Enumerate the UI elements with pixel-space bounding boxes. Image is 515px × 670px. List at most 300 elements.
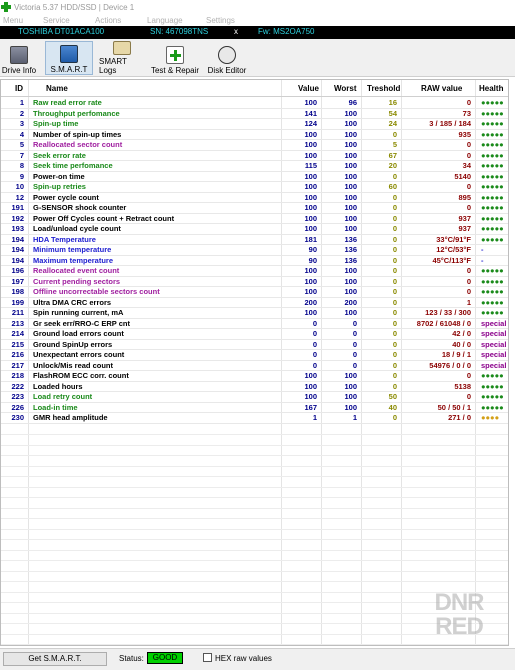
cell-name: Ground SpinUp errors: [33, 339, 113, 349]
cell-worst: 100: [344, 171, 357, 181]
table-header: [1, 80, 508, 97]
cell-value: 141: [304, 108, 317, 118]
cell-value: 124: [304, 119, 317, 128]
cell-raw: 895: [458, 192, 471, 202]
cell-raw: 54976 / 0 / 0: [429, 360, 471, 370]
cell-raw: 271 / 0: [448, 413, 471, 422]
table-row[interactable]: [1, 161, 508, 172]
cell-threshold: 60: [388, 182, 397, 191]
cell-raw: 0: [466, 371, 471, 380]
device-close-icon[interactable]: x: [234, 27, 238, 36]
repair-icon: [166, 46, 184, 64]
drive-info-button[interactable]: Drive Info: [1, 41, 37, 75]
cell-health: -: [481, 245, 484, 254]
cell-name: Loaded hours: [33, 381, 83, 391]
victoria-app-icon: [1, 2, 11, 12]
table-body: [1, 98, 508, 424]
cell-threshold: 0: [392, 360, 397, 370]
smart-icon: [60, 45, 78, 63]
cell-worst: 100: [344, 119, 357, 128]
cell-threshold: 0: [392, 224, 397, 233]
cell-health: ●●●●●: [481, 203, 504, 212]
cell-name: Power cycle count: [33, 192, 99, 202]
cell-threshold: 0: [392, 266, 397, 275]
cell-name: Unlock/Mis read count: [33, 360, 114, 370]
table-row[interactable]: [1, 98, 508, 109]
cell-id: 222: [11, 381, 24, 391]
cell-threshold: 0: [392, 234, 397, 244]
cell-worst: 100: [344, 129, 357, 139]
cell-threshold: 20: [388, 161, 397, 170]
cell-id: 194: [11, 234, 24, 244]
cell-raw: 50 / 50 / 1: [437, 402, 471, 412]
cell-raw: 0: [466, 203, 471, 212]
cell-health: ●●●●●: [481, 140, 504, 149]
cell-health: special: [481, 360, 507, 370]
cell-id: 211: [11, 308, 24, 317]
cell-worst: 100: [344, 203, 357, 212]
cell-worst: 0: [352, 329, 357, 338]
header-raw[interactable]: RAW value: [421, 84, 463, 93]
disk-editor-button[interactable]: Disk Editor: [207, 41, 247, 75]
watermark: [424, 591, 494, 639]
cell-worst: 100: [344, 213, 357, 223]
empty-row-line: [1, 508, 508, 509]
cell-name: Throughput perfomance: [33, 108, 120, 118]
cell-worst: 100: [344, 140, 357, 149]
cell-value: 0: [312, 360, 317, 370]
cell-value: 100: [304, 182, 317, 191]
drive-icon: [10, 46, 28, 64]
cell-raw: 5138: [454, 381, 471, 391]
cell-value: 181: [304, 234, 317, 244]
cell-value: 100: [304, 371, 317, 380]
cell-raw: 42 / 0: [452, 329, 471, 338]
empty-row-line: [1, 434, 508, 435]
table-row[interactable]: [1, 193, 508, 204]
cell-name: HDA Temperature: [33, 234, 96, 244]
cell-raw: 33°C/91°F: [436, 234, 471, 244]
cell-name: Current pending sectors: [33, 276, 121, 286]
cell-raw: 0: [466, 392, 471, 401]
cell-raw: 3 / 185 / 184: [429, 119, 471, 128]
cell-id: 226: [11, 402, 24, 412]
cell-raw: 12°C/53°F: [436, 245, 471, 254]
cell-health: ●●●●●: [481, 392, 504, 401]
menu-item-actions[interactable]: Actions: [95, 15, 122, 25]
cell-id: 196: [11, 266, 24, 275]
cell-value: 100: [304, 192, 317, 202]
cell-health: ●●●●●: [481, 108, 504, 118]
cell-worst: 100: [344, 108, 357, 118]
cell-raw: 937: [458, 213, 471, 223]
cell-worst: 100: [344, 276, 357, 286]
status-label: Status:: [119, 654, 144, 663]
empty-row-line: [1, 644, 508, 645]
cell-health: ●●●●●: [481, 297, 504, 307]
cell-name: Offline uncorrectable sectors count: [33, 287, 160, 296]
cell-worst: 0: [352, 360, 357, 370]
cell-id: 198: [11, 287, 24, 296]
cell-value: 100: [304, 308, 317, 317]
empty-row-line: [1, 497, 508, 498]
cell-raw: 0: [466, 150, 471, 160]
empty-row-line: [1, 487, 508, 488]
header-name[interactable]: Name: [46, 84, 68, 93]
cell-threshold: 0: [392, 245, 397, 254]
cell-value: 90: [308, 245, 317, 254]
smart-table[interactable]: [0, 79, 509, 646]
cell-value: 100: [304, 381, 317, 391]
cell-name: Maximum temperature: [33, 255, 114, 265]
cell-name: Power Off Cycles count + Retract count: [33, 213, 175, 223]
cell-threshold: 5: [392, 140, 397, 149]
header-health[interactable]: Health: [479, 84, 504, 93]
cell-threshold: 40: [388, 402, 397, 412]
table-row[interactable]: [1, 277, 508, 288]
cell-name: Unexpectant errors count: [33, 350, 125, 359]
cell-id: 199: [11, 297, 24, 307]
cell-id: 12: [15, 192, 24, 202]
menu-item-menu[interactable]: Menu: [3, 15, 24, 25]
cell-threshold: 0: [392, 413, 397, 422]
table-row[interactable]: [1, 319, 508, 330]
cell-id: 197: [11, 276, 24, 286]
cell-id: 217: [11, 360, 24, 370]
cell-value: 100: [304, 224, 317, 233]
cell-value: 100: [304, 150, 317, 160]
cell-raw: 0: [466, 98, 471, 107]
menu-item-settings[interactable]: Settings: [206, 15, 235, 25]
cell-id: 10: [15, 182, 24, 191]
cell-value: 0: [312, 329, 317, 338]
cell-name: Seek error rate: [33, 150, 86, 160]
cell-value: 100: [304, 276, 317, 286]
cell-health: ●●●●●: [481, 234, 504, 244]
cell-value: 100: [304, 171, 317, 181]
cell-value: 100: [304, 98, 317, 107]
disk-editor-icon: [218, 46, 236, 64]
header-worst[interactable]: Worst: [334, 84, 357, 93]
cell-id: 8: [19, 161, 24, 170]
cell-id: 194: [11, 255, 24, 265]
cell-value: 0: [312, 350, 317, 359]
cell-name: Seek time perfomance: [33, 161, 113, 170]
cell-health: ●●●●●: [481, 119, 504, 128]
cell-value: 100: [304, 266, 317, 275]
cell-threshold: 0: [392, 318, 397, 328]
table-row[interactable]: [1, 130, 508, 141]
cell-threshold: 0: [392, 339, 397, 349]
cell-value: 167: [304, 402, 317, 412]
cell-health: special: [481, 318, 507, 328]
hex-raw-checkbox[interactable]: [203, 653, 212, 662]
cell-worst: 100: [344, 371, 357, 380]
empty-row-line: [1, 466, 508, 467]
device-model: TOSHIBA DT01ACA100: [18, 27, 105, 36]
table-row[interactable]: [1, 371, 508, 382]
cell-threshold: 0: [392, 308, 397, 317]
device-bar[interactable]: [0, 26, 515, 39]
cell-health: ●●●●●: [481, 287, 504, 296]
cell-name: Ground load errors count: [33, 329, 124, 338]
cell-threshold: 0: [392, 287, 397, 296]
cell-id: 9: [19, 171, 24, 181]
cell-threshold: 0: [392, 129, 397, 139]
cell-name: FlashROM ECC corr. count: [33, 371, 129, 380]
empty-row-line: [1, 550, 508, 551]
cell-worst: 0: [352, 318, 357, 328]
table-row[interactable]: [1, 413, 508, 424]
empty-row-line: [1, 581, 508, 582]
menu-item-service[interactable]: Service: [43, 15, 70, 25]
cell-name: Load retry count: [33, 392, 93, 401]
cell-name: GMR head amplitude: [33, 413, 108, 422]
cell-threshold: 0: [392, 213, 397, 223]
cell-worst: 100: [344, 392, 357, 401]
table-row[interactable]: [1, 235, 508, 246]
cell-raw: 18 / 9 / 1: [441, 350, 471, 359]
table-row[interactable]: [1, 329, 508, 340]
smart-logs-button[interactable]: SMART Logs: [99, 41, 145, 75]
header-value[interactable]: Value: [298, 84, 319, 93]
cell-name: Load-in time: [33, 402, 78, 412]
cell-value: 0: [312, 318, 317, 328]
cell-name: Reallocated event count: [33, 266, 120, 275]
toolbar: [0, 39, 515, 77]
cell-id: 5: [19, 140, 24, 149]
cell-worst: 1: [352, 413, 357, 422]
cell-raw: 5140: [454, 171, 471, 181]
cell-name: Spin-up retries: [33, 182, 86, 191]
table-row[interactable]: [1, 140, 508, 151]
cell-id: 194: [11, 245, 24, 254]
header-threshold[interactable]: Treshold: [367, 84, 401, 93]
empty-row-line: [1, 445, 508, 446]
cell-health: ●●●●●: [481, 402, 504, 412]
cell-worst: 200: [344, 297, 357, 307]
empty-row-line: [1, 571, 508, 572]
cell-value: 100: [304, 203, 317, 212]
cell-worst: 100: [344, 287, 357, 296]
cell-health: special: [481, 329, 507, 338]
cell-id: 223: [11, 392, 24, 401]
cell-health: ●●●●●: [481, 381, 504, 391]
cell-raw: 34: [462, 161, 471, 170]
empty-row-line: [1, 539, 508, 540]
cell-worst: 96: [348, 98, 357, 107]
cell-id: 218: [11, 371, 24, 380]
cell-threshold: 54: [388, 108, 397, 118]
cell-id: 3: [19, 119, 24, 128]
empty-row-line: [1, 476, 508, 477]
cell-name: G-SENSOR shock counter: [33, 203, 127, 212]
cell-threshold: 0: [392, 381, 397, 391]
cell-id: 216: [11, 350, 24, 359]
cell-worst: 100: [344, 308, 357, 317]
cell-threshold: 0: [392, 329, 397, 338]
empty-row-line: [1, 518, 508, 519]
cell-raw: 8702 / 61048 / 0: [416, 318, 471, 328]
cell-name: Power-on time: [33, 171, 85, 181]
table-row[interactable]: [1, 266, 508, 277]
menu-item-language[interactable]: Language: [147, 15, 183, 25]
empty-row-line: [1, 560, 508, 561]
cell-id: 230: [11, 413, 24, 422]
cell-value: 200: [304, 297, 317, 307]
table-row[interactable]: [1, 298, 508, 309]
device-firmware: Fw: MS2OA750: [258, 27, 315, 36]
cell-health: special: [481, 350, 507, 359]
cell-raw: 73: [462, 108, 471, 118]
cell-threshold: 16: [388, 98, 397, 107]
cell-health: ●●●●: [481, 413, 500, 422]
cell-health: -: [481, 255, 484, 265]
cell-health: ●●●●●: [481, 150, 504, 160]
table-row[interactable]: [1, 214, 508, 225]
cell-name: Spin-up time: [33, 119, 79, 128]
cell-raw: 0: [466, 276, 471, 286]
device-serial: SN: 467098TNS: [150, 27, 209, 36]
cell-raw: 935: [458, 129, 471, 139]
cell-worst: 0: [352, 339, 357, 349]
table-row[interactable]: [1, 256, 508, 267]
table-row[interactable]: [1, 182, 508, 193]
cell-raw: 937: [458, 224, 471, 233]
cell-name: Reallocated sector count: [33, 140, 123, 149]
cell-health: ●●●●●: [481, 161, 504, 170]
table-row[interactable]: [1, 287, 508, 298]
cell-raw: 123 / 33 / 300: [425, 308, 471, 317]
table-row[interactable]: [1, 172, 508, 183]
header-id[interactable]: ID: [15, 84, 23, 93]
cell-health: special: [481, 339, 507, 349]
smart-button[interactable]: S.M.A.R.T: [45, 41, 93, 75]
cell-raw: 0: [466, 266, 471, 275]
cell-threshold: 0: [392, 297, 397, 307]
cell-id: 192: [11, 213, 24, 223]
cell-health: ●●●●●: [481, 276, 504, 286]
cell-worst: 136: [344, 255, 357, 265]
cell-id: 1: [19, 98, 24, 107]
table-row[interactable]: [1, 119, 508, 130]
status-bar: [0, 648, 515, 670]
cell-raw: 0: [466, 287, 471, 296]
cell-name: Raw read error rate: [33, 98, 102, 107]
table-row[interactable]: [1, 361, 508, 372]
cell-id: 2: [19, 108, 24, 118]
cell-id: 213: [11, 318, 24, 328]
cell-threshold: 0: [392, 203, 397, 212]
cell-health: ●●●●●: [481, 224, 504, 233]
cell-threshold: 0: [392, 171, 397, 181]
cell-threshold: 0: [392, 192, 397, 202]
table-row[interactable]: [1, 109, 508, 120]
cell-value: 100: [304, 213, 317, 223]
cell-worst: 136: [344, 234, 357, 244]
table-row[interactable]: [1, 308, 508, 319]
cell-worst: 100: [344, 192, 357, 202]
cell-name: Spin running current, mA: [33, 308, 124, 317]
status-badge: GOOD: [147, 652, 183, 664]
cell-id: 191: [11, 203, 24, 212]
cell-raw: 45°C/113°F: [432, 255, 471, 265]
cell-health: ●●●●●: [481, 171, 504, 181]
cell-worst: 100: [344, 224, 357, 233]
table-row[interactable]: [1, 151, 508, 162]
cell-value: 100: [304, 129, 317, 139]
cell-health: ●●●●●: [481, 371, 504, 380]
hex-raw-label[interactable]: HEX raw values: [215, 654, 272, 663]
table-row[interactable]: [1, 224, 508, 235]
table-row[interactable]: [1, 392, 508, 403]
cell-id: 7: [19, 150, 24, 160]
table-row[interactable]: [1, 340, 508, 351]
get-smart-button[interactable]: Get S.M.A.R.T.: [3, 652, 107, 666]
cell-health: ●●●●●: [481, 98, 504, 107]
cell-name: Number of spin-up times: [33, 129, 122, 139]
cell-raw: 0: [466, 140, 471, 149]
cell-health: ●●●●●: [481, 266, 504, 275]
cell-worst: 100: [344, 182, 357, 191]
menu-bar: [0, 14, 515, 26]
cell-health: ●●●●●: [481, 129, 504, 139]
cell-name: Minimum temperature: [33, 245, 112, 254]
watermark-line1: DNR: [434, 589, 484, 616]
cell-worst: 100: [344, 381, 357, 391]
cell-value: 100: [304, 287, 317, 296]
cell-health: ●●●●●: [481, 192, 504, 202]
cell-value: 0: [312, 339, 317, 349]
cell-health: ●●●●●: [481, 213, 504, 223]
empty-row-line: [1, 529, 508, 530]
empty-row-line: [1, 455, 508, 456]
cell-value: 1: [312, 413, 317, 422]
cell-id: 215: [11, 339, 24, 349]
cell-name: Ultra DMA CRC errors: [33, 297, 112, 307]
cell-name: Load/unload cycle count: [33, 224, 121, 233]
window-title: Victoria 5.37 HDD/SSD | Device 1: [14, 2, 135, 12]
table-row[interactable]: [1, 245, 508, 256]
cell-value: 115: [304, 161, 317, 170]
cell-health: ●●●●●: [481, 308, 504, 317]
cell-threshold: 24: [388, 119, 397, 128]
cell-threshold: 50: [388, 392, 397, 401]
cell-worst: 100: [344, 266, 357, 275]
cell-raw: 1: [466, 297, 471, 307]
cell-worst: 100: [344, 161, 357, 170]
cell-worst: 100: [344, 402, 357, 412]
table-row[interactable]: [1, 403, 508, 414]
cell-id: 193: [11, 224, 24, 233]
cell-value: 100: [304, 392, 317, 401]
table-row[interactable]: [1, 382, 508, 393]
table-row[interactable]: [1, 203, 508, 214]
cell-threshold: 0: [392, 255, 397, 265]
cell-worst: 100: [344, 150, 357, 160]
test-repair-button[interactable]: Test & Repair: [150, 41, 200, 75]
cell-raw: 40 / 0: [452, 339, 471, 349]
cell-threshold: 0: [392, 350, 397, 359]
title-bar: [0, 0, 515, 14]
cell-name: Gr seek err/RRO-C ERP cnt: [33, 318, 130, 328]
cell-health: ●●●●●: [481, 182, 504, 191]
table-row[interactable]: [1, 350, 508, 361]
cell-threshold: 0: [392, 371, 397, 380]
cell-threshold: 67: [388, 150, 397, 160]
cell-worst: 136: [344, 245, 357, 254]
logs-icon: [113, 41, 131, 55]
